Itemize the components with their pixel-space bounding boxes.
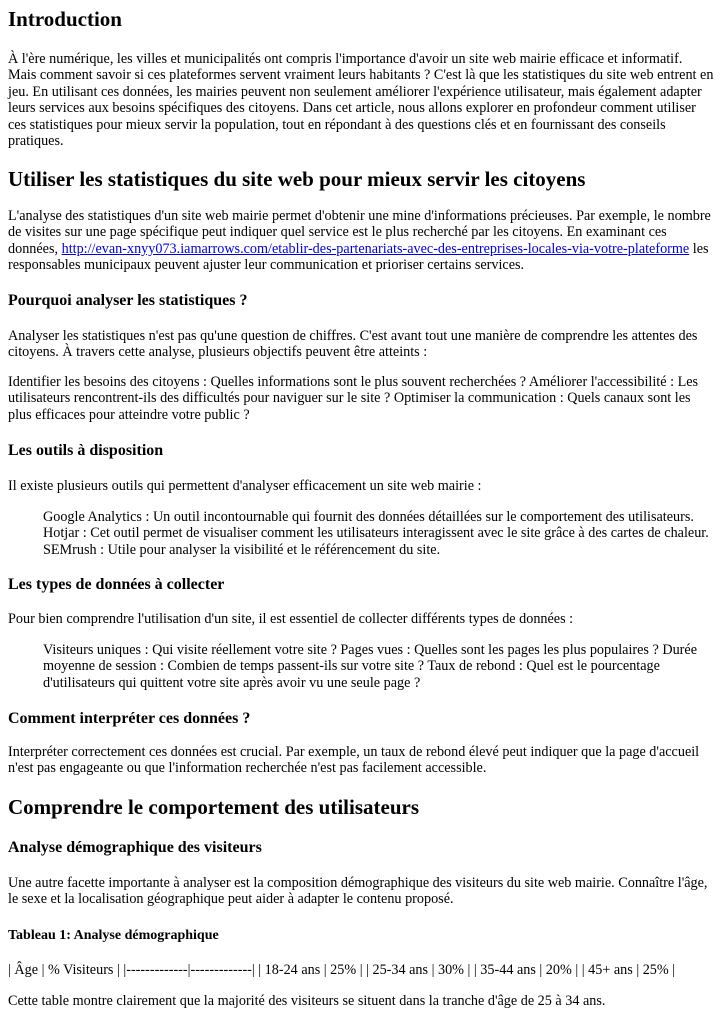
tableau-conclusion: Cette table montre clairement que la majorité des visiteurs se situent dans la tranche d'âge de 25 à 34 ans. bbox=[8, 993, 606, 1009]
outils-paragraph: Il existe plusieurs outils qui permettent d'analyser efficacement un site web mairie : bbox=[8, 478, 482, 494]
outils-list: Google Analytics : Un outil incontournable qui fournit des données détaillées sur le comportement des utilisateurs. Hotjar : Cet outil permet de visualiser comment les utilisateurs interagissent avec le site grâce à des cartes de chaleur. SEMrush : Utile pour analyser la visibilité et le référencement du site. bbox=[43, 509, 709, 558]
intro-paragraph: À l'ère numérique, les villes et municipalités ont compris l'importance d'avoir un site web mairie efficace et informatif. Mais comment savoir si ces plateformes servent vraiment leurs habitants ? C'est là que les statistiques du site web entrent en jeu. En utilisant ces données, les mairies peuvent non seulement améliorer l'expérience utilisateur, mais également adapter leurs services aux besoins spécifiques des citoyens. Dans cet article, nous allons explorer en profondeur comment utiliser ces statistiques pour mieux servir la population, tout en répondant à des questions clés et en fournissant des conseils pratiques. bbox=[8, 51, 714, 150]
heading-utiliser-statistiques: Utiliser les statistiques du site web pour mieux servir les citoyens bbox=[8, 167, 586, 191]
heading-interpreter: Comment interpréter ces données ? bbox=[8, 710, 251, 727]
heading-types-donnees: Les types de données à collecter bbox=[8, 576, 225, 593]
utiliser-paragraph bbox=[8, 208, 714, 274]
types-paragraph: Pour bien comprendre l'utilisation d'un site, il est essentiel de collecter différents types de données : bbox=[8, 611, 574, 627]
types-list: Visiteurs uniques : Qui visite réellement votre site ? Pages vues : Quelles sont les pages les plus populaires ? Durée moyenne de session : Combien de temps passent-ils sur votre site ? Taux de rebond : Quel est le pourcentage d'utilisateurs qui quittent votre site après avoir vu une seule page ? bbox=[43, 642, 697, 691]
tableau-raw-markdown: | Âge | % Visiteurs | |-------------|-------------| | 18-24 ans | 25% | | 25-34 ans | 30% | | 35-44 ans | 20% | | 45+ ans | 25% | bbox=[8, 962, 676, 978]
utiliser-text-after: les responsables municipaux peuvent ajuster leur communication et prioriser certains services. bbox=[8, 240, 709, 274]
partenariats-link[interactable]: http://evan-xnyy073.iamarrows.com/etablir-des-partenariats-avec-des-entreprises-locales-via-votre-plateforme bbox=[61, 240, 690, 257]
interpreter-paragraph: Interpréter correctement ces données est crucial. Par exemple, un taux de rebond élevé peut indiquer que la page d'accueil n'est pas engageante ou que l'information recherchée n'est pas facilement accessible. bbox=[8, 744, 700, 777]
heading-pourquoi: Pourquoi analyser les statistiques ? bbox=[8, 292, 248, 309]
heading-comprendre: Comprendre le comportement des utilisateurs bbox=[8, 795, 419, 819]
pourquoi-paragraph: Analyser les statistiques n'est pas qu'une question de chiffres. C'est avant tout une manière de comprendre les attentes des citoyens. À travers cette analyse, plusieurs objectifs peuvent être atteints : bbox=[8, 328, 698, 361]
demographique-paragraph: Une autre facette importante à analyser est la composition démographique des visiteurs du site web mairie. Connaître l'âge, le sexe et la localisation géographique peut aider à adapter le contenu proposé. bbox=[8, 875, 708, 908]
tableau-title: Tableau 1: Analyse démographique bbox=[8, 928, 219, 943]
pourquoi-list: Identifier les besoins des citoyens : Quelles informations sont le plus souvent recherchées ? Améliorer l'accessibilité : Les utilisateurs rencontrent-ils des difficultés pour naviguer sur le site ? Optimiser la communication : Quels canaux sont les plus efficaces pour atteindre votre public ? bbox=[8, 374, 699, 423]
heading-introduction: Introduction bbox=[8, 7, 122, 31]
heading-outils: Les outils à disposition bbox=[8, 442, 164, 459]
heading-demographique: Analyse démographique des visiteurs bbox=[8, 839, 262, 856]
utiliser-text-before: L'analyse des statistiques d'un site web mairie permet d'obtenir une mine d'informations précieuses. Par exemple, le nombre de visites sur une page spécifique peut indiquer quel service est le plus recherché par les citoyens. En examinant ces données, bbox=[8, 208, 711, 257]
